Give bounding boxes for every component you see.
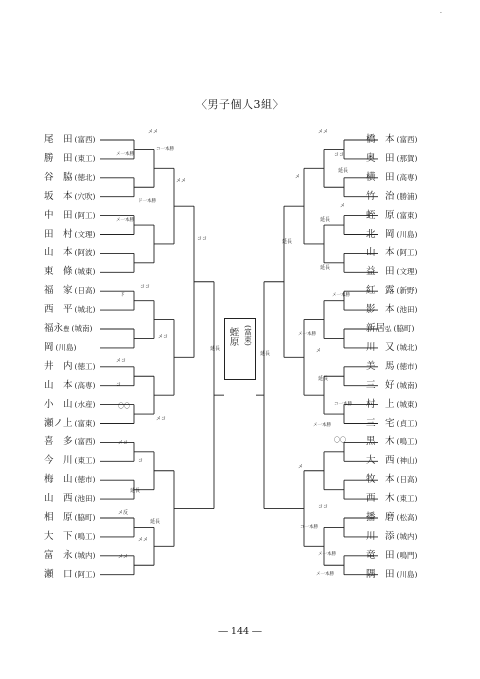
score-mark: ココ — [197, 236, 208, 242]
score-mark: メ一本勝 — [116, 218, 134, 223]
champion-name: 蛭原 — [227, 326, 239, 346]
player-school: (鳴門) — [396, 550, 418, 560]
player-school: (富西) — [74, 135, 96, 144]
player-school: (阿工) — [396, 248, 418, 258]
player-name: 山 本 — [44, 379, 73, 391]
player-name: 岡 — [44, 341, 54, 353]
player-name: 西 木 — [366, 493, 395, 505]
score-mark: メメ — [118, 554, 129, 560]
player-name: 小 山 — [44, 398, 73, 410]
score-mark: 延長 — [318, 376, 329, 382]
player-name: 黒 木 — [366, 436, 395, 448]
player-name: 北 岡 — [366, 228, 395, 240]
score-mark: 延長 — [260, 351, 271, 357]
player-school: (徳市) — [396, 361, 418, 371]
score-mark: メコ — [116, 358, 127, 364]
score-mark: コ一本勝 — [334, 402, 352, 407]
score-mark: コ一本勝 — [300, 525, 318, 530]
player-name: 橋 本 — [366, 134, 395, 145]
player-name: 村 上 — [366, 398, 395, 410]
player-name: 竹 治 — [366, 190, 395, 202]
scan-speck: · — [440, 10, 442, 17]
player-school: (徳市) — [74, 475, 96, 485]
player-school: (川島) — [396, 569, 418, 579]
score-mark: メメ — [148, 129, 159, 135]
player-name: 福永 — [44, 323, 64, 334]
player-name: 三 好 — [366, 379, 395, 391]
score-mark: コ一本勝 — [156, 147, 174, 152]
score-mark: 〇〇 — [118, 403, 131, 410]
player-name: 相 原 — [44, 512, 73, 523]
player-name: 竜 田 — [366, 549, 395, 561]
player-name: 美 馬 — [366, 360, 395, 372]
player-name: 勝 田 — [44, 152, 73, 164]
player-name: 瀬ノ上 — [44, 417, 73, 429]
score-mark: 延長 — [210, 346, 221, 352]
player-name: 西 平 — [44, 304, 73, 316]
player-name: 山 本 — [366, 247, 395, 259]
player-name: 中 田 — [44, 209, 73, 221]
player-school: (池田) — [396, 305, 418, 315]
score-mark: コ — [116, 382, 122, 388]
score-mark: メ一本勝 — [316, 572, 334, 577]
player-name: 坂 本 — [44, 190, 73, 202]
score-mark: メ一本勝 — [313, 423, 331, 428]
score-mark: メ反 — [118, 510, 129, 516]
player-school: (東工) — [396, 494, 418, 504]
player-name: 隅 田 — [366, 568, 395, 580]
score-mark: ド一本勝 — [138, 199, 156, 204]
score-mark: メ一本勝 — [318, 552, 336, 557]
score-mark: メ — [316, 348, 322, 354]
player-name: 川 又 — [366, 341, 395, 353]
player-name: 奥 田 — [366, 152, 395, 164]
player-school: (那賀) — [396, 153, 418, 163]
player-school: (東工) — [74, 153, 96, 163]
score-mark: 延長 — [320, 217, 331, 223]
player-school: (勝浦) — [396, 191, 418, 201]
player-school: (徳工) — [74, 361, 96, 371]
score-mark: メコ — [118, 440, 129, 446]
player-name: 瀬 口 — [44, 568, 73, 580]
player-name: 東 條 — [44, 266, 73, 278]
player-name: 川 添 — [366, 530, 395, 542]
score-mark: メ — [298, 464, 304, 470]
player-school: (穴吹) — [74, 191, 96, 201]
player-school: (神山) — [396, 456, 418, 466]
score-mark: メメ — [176, 178, 187, 184]
score-mark: 延長 — [282, 239, 293, 245]
champion-box — [224, 318, 256, 380]
player-name: 富 永 — [44, 549, 73, 561]
score-mark: メ — [295, 174, 301, 180]
player-name: 福 家 — [44, 285, 73, 297]
player-school: (城北) — [396, 342, 418, 352]
player-name: 山 西 — [44, 493, 73, 505]
score-mark: 延長 — [320, 265, 331, 271]
player-school: (松高) — [396, 513, 418, 522]
score-mark: 延長 — [150, 519, 161, 525]
player-school: (富東) — [74, 418, 96, 428]
player-name: 今 川 — [44, 455, 73, 467]
player-name: 三 宅 — [366, 417, 395, 429]
player-school: (城内) — [396, 531, 418, 541]
player-school: (新野) — [396, 286, 418, 296]
player-school: (貞工) — [396, 418, 418, 428]
player-name: 喜 多 — [44, 436, 73, 448]
player-school: (川島) — [396, 229, 418, 239]
player-school: (阿波) — [74, 248, 96, 258]
player-name: 蛭 原 — [366, 209, 395, 221]
player-name: 谷 脇 — [44, 171, 73, 183]
player-school: (富西) — [396, 135, 418, 144]
player-name: 大 下 — [44, 530, 73, 542]
score-mark: メ一本勝 — [298, 332, 316, 337]
player-given-initial: 豊 — [63, 325, 70, 333]
score-mark: メメ — [138, 537, 149, 543]
player-name: 益 田 — [366, 266, 395, 278]
score-mark: ココ — [318, 504, 329, 510]
player-school: (徳北) — [74, 172, 96, 182]
player-name: 影 本 — [366, 304, 395, 316]
player-school: (阿工) — [74, 210, 96, 220]
player-school: (鳴工) — [74, 531, 96, 541]
page-title: 〈男子個人3組〉 — [196, 98, 284, 111]
player-school: (川島) — [55, 342, 77, 352]
player-school: (池田) — [74, 494, 96, 504]
player-name: 横 田 — [366, 171, 395, 183]
player-school: (脇町) — [74, 513, 96, 522]
player-school: (水産) — [74, 399, 96, 409]
player-school: (城東) — [396, 399, 418, 409]
player-school: (富西) — [74, 437, 96, 447]
player-school: (城北) — [74, 305, 96, 315]
champion-school: (富東) — [243, 325, 253, 346]
player-school: (文理) — [396, 267, 418, 277]
player-name: 井 内 — [44, 360, 73, 372]
score-mark: ココ — [334, 152, 345, 158]
player-name: 播 磨 — [366, 512, 395, 523]
player-school: (城東) — [74, 267, 96, 277]
player-school: (高専) — [74, 380, 96, 390]
player-name: 牧 本 — [366, 474, 395, 486]
player-school: (富東) — [396, 210, 418, 220]
score-mark: メコ — [158, 334, 169, 340]
player-school: (城内) — [74, 550, 96, 560]
player-name: 紅 露 — [366, 285, 395, 297]
score-mark: コ — [138, 458, 144, 464]
player-school: (日高) — [396, 475, 418, 485]
player-name: 大 西 — [366, 455, 395, 467]
player-name: 尾 田 — [44, 134, 73, 145]
score-mark: ココ — [140, 284, 151, 290]
score-mark: メメ — [318, 129, 329, 135]
score-mark: メ — [340, 203, 346, 209]
player-school: (鳴工) — [396, 437, 418, 447]
player-name: 山 本 — [44, 247, 73, 259]
player-school: (阿工) — [74, 569, 96, 579]
score-mark: メ一本勝 — [116, 152, 134, 157]
player-school: (文理) — [74, 229, 96, 239]
score-mark: メコ — [156, 416, 167, 422]
score-mark: メ一本勝 — [332, 293, 350, 298]
player-name: 梅 山 — [44, 474, 73, 486]
player-given-initial: 弘 — [385, 325, 392, 333]
player-name: 新居 — [366, 323, 386, 334]
page-number: ― 144 ― — [218, 626, 262, 637]
player-school: (日高) — [74, 286, 96, 296]
player-school: (東工) — [74, 456, 96, 466]
score-mark: 延長 — [130, 488, 141, 494]
score-mark: 〇〇 — [334, 437, 347, 444]
player-school: (脇町) — [393, 324, 415, 333]
player-school: (城南) — [71, 324, 93, 333]
score-mark: ド — [120, 292, 126, 298]
score-mark: 延長 — [338, 168, 349, 174]
player-school: (高専) — [396, 172, 418, 182]
player-name: 田 村 — [44, 228, 73, 240]
player-school: (城南) — [396, 380, 418, 390]
